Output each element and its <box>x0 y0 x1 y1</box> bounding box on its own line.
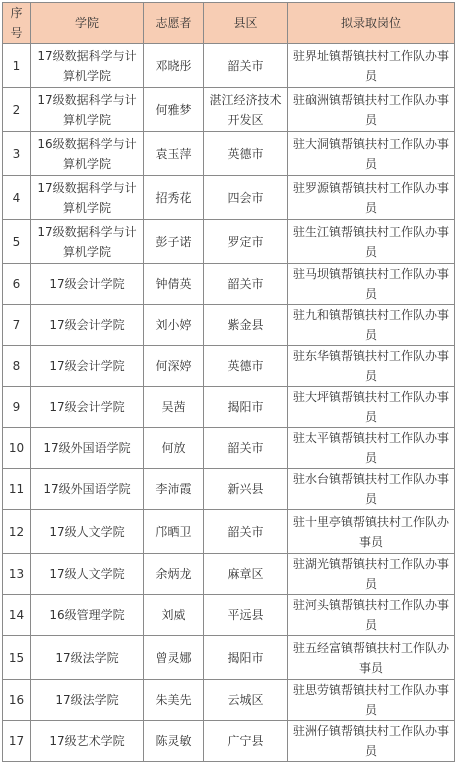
cell-college: 17级会计学院 <box>31 264 144 305</box>
cell-college: 17级会计学院 <box>31 305 144 346</box>
header-college: 学院 <box>31 3 144 44</box>
cell-county: 广宁县 <box>204 721 288 762</box>
table-row <box>3 264 455 305</box>
cell-college: 17级法学院 <box>31 636 144 680</box>
cell-county: 麻章区 <box>204 554 288 595</box>
cell-county: 揭阳市 <box>204 636 288 680</box>
cell-volunteer: 曾灵娜 <box>144 636 204 680</box>
cell-post: 驻九和镇帮镇扶村工作队办事员 <box>288 305 455 346</box>
cell-no: 9 <box>3 387 31 428</box>
table-row <box>3 595 455 636</box>
cell-post: 驻硇洲镇帮镇扶村工作队办事员 <box>288 88 455 132</box>
table-body <box>3 44 455 762</box>
cell-post: 驻五经富镇帮镇扶村工作队办事员 <box>288 636 455 680</box>
table-row <box>3 305 455 346</box>
table-row <box>3 721 455 762</box>
cell-college: 17级数据科学与计算机学院 <box>31 220 144 264</box>
cell-county: 四会市 <box>204 176 288 220</box>
cell-no: 2 <box>3 88 31 132</box>
cell-college: 17级人文学院 <box>31 510 144 554</box>
cell-post: 驻湖光镇帮镇扶村工作队办事员 <box>288 554 455 595</box>
cell-college: 17级数据科学与计算机学院 <box>31 44 144 88</box>
cell-county: 云城区 <box>204 680 288 721</box>
cell-college: 17级会计学院 <box>31 387 144 428</box>
cell-volunteer: 何深婷 <box>144 346 204 387</box>
cell-county: 韶关市 <box>204 264 288 305</box>
cell-no: 7 <box>3 305 31 346</box>
table-row <box>3 176 455 220</box>
cell-no: 10 <box>3 428 31 469</box>
cell-post: 驻马坝镇帮镇扶村工作队办事员 <box>288 264 455 305</box>
cell-post: 驻洲仔镇帮镇扶村工作队办事员 <box>288 721 455 762</box>
cell-college: 17级外国语学院 <box>31 469 144 510</box>
cell-no: 15 <box>3 636 31 680</box>
cell-no: 12 <box>3 510 31 554</box>
cell-post: 驻思劳镇帮镇扶村工作队办事员 <box>288 680 455 721</box>
cell-post: 驻大坪镇帮镇扶村工作队办事员 <box>288 387 455 428</box>
cell-volunteer: 何放 <box>144 428 204 469</box>
cell-post: 驻大洞镇帮镇扶村工作队办事员 <box>288 132 455 176</box>
cell-volunteer: 邓晓彤 <box>144 44 204 88</box>
table-row <box>3 636 455 680</box>
cell-volunteer: 彭子诺 <box>144 220 204 264</box>
volunteer-table <box>2 2 455 762</box>
cell-post: 驻河头镇帮镇扶村工作队办事员 <box>288 595 455 636</box>
header-county: 县区 <box>204 3 288 44</box>
table-row <box>3 428 455 469</box>
cell-post: 驻十里亭镇帮镇扶村工作队办事员 <box>288 510 455 554</box>
cell-volunteer: 陈灵敏 <box>144 721 204 762</box>
cell-volunteer: 李沛霞 <box>144 469 204 510</box>
table-row <box>3 346 455 387</box>
table-row <box>3 387 455 428</box>
cell-college: 16级管理学院 <box>31 595 144 636</box>
cell-no: 8 <box>3 346 31 387</box>
table-row <box>3 469 455 510</box>
cell-volunteer: 钟倩英 <box>144 264 204 305</box>
table-row <box>3 44 455 88</box>
cell-college: 17级法学院 <box>31 680 144 721</box>
cell-college: 17级艺术学院 <box>31 721 144 762</box>
header-no: 序号 <box>3 3 31 44</box>
cell-college: 17级会计学院 <box>31 346 144 387</box>
header-volunteer: 志愿者 <box>144 3 204 44</box>
cell-county: 韶关市 <box>204 510 288 554</box>
cell-no: 5 <box>3 220 31 264</box>
cell-county: 揭阳市 <box>204 387 288 428</box>
cell-college: 17级外国语学院 <box>31 428 144 469</box>
cell-college: 17级人文学院 <box>31 554 144 595</box>
cell-post: 驻生江镇帮镇扶村工作队办事员 <box>288 220 455 264</box>
cell-no: 6 <box>3 264 31 305</box>
table-header-row <box>3 3 455 44</box>
table-row <box>3 132 455 176</box>
cell-volunteer: 刘威 <box>144 595 204 636</box>
cell-no: 17 <box>3 721 31 762</box>
cell-county: 韶关市 <box>204 44 288 88</box>
cell-post: 驻太平镇帮镇扶村工作队办事员 <box>288 428 455 469</box>
cell-no: 3 <box>3 132 31 176</box>
table-row <box>3 554 455 595</box>
cell-county: 英德市 <box>204 346 288 387</box>
cell-post: 驻界址镇帮镇扶村工作队办事员 <box>288 44 455 88</box>
table-row <box>3 510 455 554</box>
cell-volunteer: 吴茜 <box>144 387 204 428</box>
cell-volunteer: 刘小婷 <box>144 305 204 346</box>
cell-county: 罗定市 <box>204 220 288 264</box>
cell-no: 11 <box>3 469 31 510</box>
cell-no: 1 <box>3 44 31 88</box>
cell-county: 英德市 <box>204 132 288 176</box>
cell-volunteer: 何雅梦 <box>144 88 204 132</box>
cell-no: 16 <box>3 680 31 721</box>
cell-volunteer: 袁玉萍 <box>144 132 204 176</box>
table-row <box>3 220 455 264</box>
table-row <box>3 680 455 721</box>
cell-college: 17级数据科学与计算机学院 <box>31 176 144 220</box>
cell-volunteer: 招秀花 <box>144 176 204 220</box>
cell-post: 驻罗源镇帮镇扶村工作队办事员 <box>288 176 455 220</box>
cell-volunteer: 朱美先 <box>144 680 204 721</box>
cell-post: 驻东华镇帮镇扶村工作队办事员 <box>288 346 455 387</box>
cell-volunteer: 邝晒卫 <box>144 510 204 554</box>
cell-college: 16级数据科学与计算机学院 <box>31 132 144 176</box>
cell-no: 14 <box>3 595 31 636</box>
cell-no: 4 <box>3 176 31 220</box>
cell-no: 13 <box>3 554 31 595</box>
header-post: 拟录取岗位 <box>288 3 455 44</box>
cell-volunteer: 余炳龙 <box>144 554 204 595</box>
cell-county: 紫金县 <box>204 305 288 346</box>
cell-county: 平远县 <box>204 595 288 636</box>
cell-county: 新兴县 <box>204 469 288 510</box>
cell-county: 湛江经济技术开发区 <box>204 88 288 132</box>
cell-post: 驻水台镇帮镇扶村工作队办事员 <box>288 469 455 510</box>
table-row <box>3 88 455 132</box>
cell-college: 17级数据科学与计算机学院 <box>31 88 144 132</box>
cell-county: 韶关市 <box>204 428 288 469</box>
